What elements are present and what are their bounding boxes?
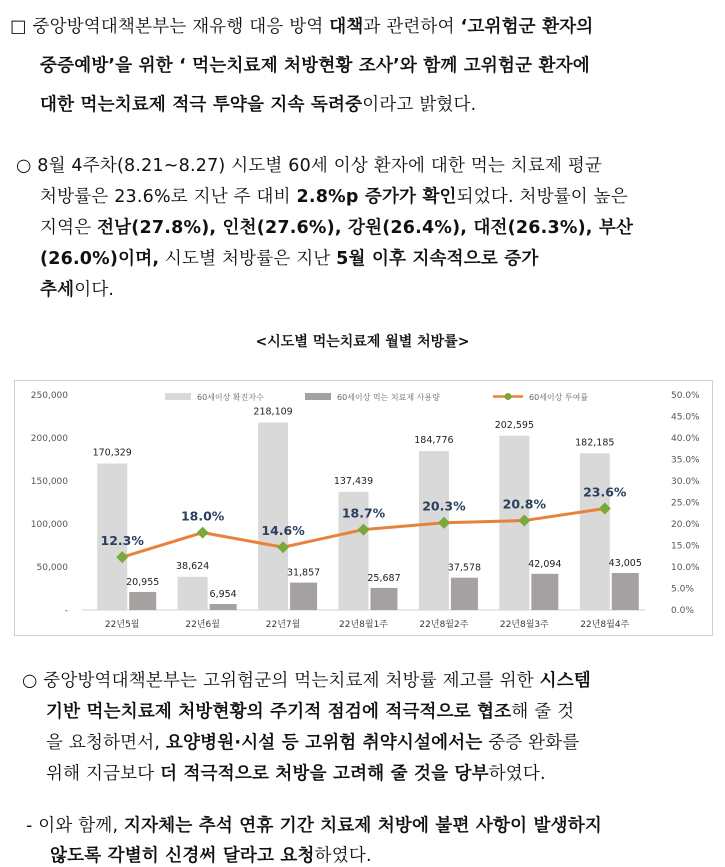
bar-usage-value-label: 6,954 [209,589,237,601]
x-tick-label: 22년6월 [185,620,220,630]
text-run: 더 적극적으로 처방을 고려해 줄 것을 당부 [160,764,489,784]
bar-usage-value-label: 25,687 [367,572,401,584]
y-right-tick-label: 40.0% [671,434,700,444]
rate-value-label: 23.6% [583,484,627,500]
point1-line-1 [16,152,713,177]
text-run: 하였다. [488,764,546,784]
legend-swatch-usage [305,393,331,400]
bar-treatment-usage [531,574,558,610]
text-run: 은 [91,187,115,207]
text-run: ‘고위험군 환자의 [460,17,594,37]
rate-value-label: 14.6% [261,523,305,539]
bar-usage-value-label: 42,094 [528,558,562,570]
text-run: 을 요청하면서, [46,733,166,753]
chart-caption: <시도별 먹는치료제 월별 처방률> [255,334,470,350]
point3-line-1 [26,812,713,837]
point2-line-2 [46,698,713,723]
text-run: 중증 완화를 [482,733,580,753]
bar-treatment-usage [371,588,398,610]
bar-confirmed-value-label: 202,595 [494,419,535,431]
point1-line-4 [40,245,713,270]
text-run: 로 지난 주 대비 [170,187,297,207]
x-tick-label: 22년8월3주 [499,620,549,630]
text-run: 과 관련하여 [363,17,461,37]
legend-label-rate: 60세이상 투여률 [529,393,589,402]
y-left-tick-label: 50,000 [36,563,68,573]
bar-confirmed-cases [419,451,449,610]
text-run: 지자체는 추석 연휴 기간 치료제 처방에 불편 사항이 발생하지 [124,816,602,836]
bar-usage-value-label: 31,857 [286,567,321,579]
point1-line-2 [40,183,713,208]
text-run: 5월 이후 지속적으로 증가 [336,249,539,269]
chart-svg [15,381,712,635]
prescription-rate-chart [14,380,713,636]
x-tick-label: 22년8월4주 [580,620,630,630]
y-right-tick-label: 45.0% [671,412,700,423]
point2-line-3 [46,729,713,754]
text-run: 되었다. 처방률이 높은 [456,187,628,207]
text-run: 요양병원·시설 등 고위험 취약시설에서는 [165,733,483,753]
y-right-tick-label: 5.0% [671,584,694,595]
point1-line-5 [40,276,713,301]
bar-usage-value-label: 37,578 [447,562,482,574]
text-run: 않도록 각별히 신경써 달라고 요청 [50,846,315,866]
text-run: 대한 먹는치료제 적극 투약을 지속 독려중 [40,95,363,115]
bar-confirmed-value-label: 137,439 [333,475,374,487]
text-run: 위해 지금보다 [46,764,161,784]
y-left-tick-label: 100,000 [30,520,68,530]
bar-confirmed-value-label: 170,329 [92,447,132,459]
bar-confirmed-cases [258,422,288,610]
text-run: - 이와 함께, [26,816,124,836]
point2-line-1 [22,667,713,692]
text-run: 대책 [329,17,364,37]
intro-line-1 [10,13,712,38]
legend-swatch-rate-marker [505,393,512,400]
text-run: 이다. [74,280,115,300]
y-right-tick-label: 15.0% [671,541,700,552]
x-tick-label: 22년8월2주 [419,620,469,630]
y-right-tick-label: 0.0% [671,606,694,616]
rate-value-label: 18.0% [180,508,225,524]
legend-label-usage: 60세이상 먹는 치료제 사용량 [337,393,440,402]
rate-value-label: 18.7% [341,505,386,521]
text-run: 하였다. [314,846,372,866]
text-run: (26.0%)이며, [40,249,160,269]
intro-line-3 [40,91,712,116]
y-right-tick-label: 35.0% [671,455,700,466]
intro-line-2 [40,52,712,77]
text-run: 시도별 처방률은 지난 [159,249,337,269]
bar-confirmed-value-label: 184,776 [414,435,454,447]
text-run: ○ 중앙방역대책본부는 고위험군의 먹는치료제 처방률 제고를 위한 [22,671,540,691]
text-run: 중증예방’을 위한 ‘ 먹는치료제 처방현황 조사’와 함께 고위험군 환자에 [40,56,590,76]
x-tick-label: 22년7월 [265,620,301,630]
x-tick-label: 22년5월 [104,620,140,630]
y-left-tick-label: 200,000 [30,434,68,444]
x-tick-label: 22년8월1주 [339,620,388,630]
legend-swatch-confirmed [165,393,191,400]
bar-treatment-usage [210,604,237,610]
y-left-tick-label: - [64,606,68,616]
bar-confirmed-value-label: 38,624 [176,560,210,572]
bar-confirmed-value-label: 182,185 [575,437,615,449]
y-right-tick-label: 10.0% [671,563,700,573]
bar-usage-value-label: 43,005 [608,558,642,570]
rate-point-marker [197,527,209,539]
rate-value-label: 20.3% [422,498,466,514]
text-run: □ 중앙방역대책본부는 재유행 대응 방역 [10,17,330,37]
y-right-tick-label: 25.0% [671,498,700,509]
bar-treatment-usage [290,583,317,610]
text-run: 지역은 [40,218,98,238]
bar-treatment-usage [612,573,639,610]
y-right-tick-label: 30.0% [671,477,700,487]
y-left-tick-label: 250,000 [30,391,68,401]
bar-confirmed-cases [580,453,610,610]
point1-line-3 [40,214,713,239]
rate-value-label: 20.8% [502,496,547,512]
text-run: 처방률 [40,187,92,207]
point2-line-4 [46,760,713,785]
bar-treatment-usage [129,592,156,610]
bar-usage-value-label: 20,955 [126,576,160,588]
text-run: 해 줄 것 [511,702,575,722]
text-run: 시스템 [539,671,591,691]
y-right-tick-label: 20.0% [671,520,700,530]
bar-confirmed-value-label: 218,109 [253,406,293,418]
bar-confirmed-cases [178,577,208,610]
text-run: 23.6% [114,187,171,207]
y-left-tick-label: 150,000 [30,477,68,487]
legend-label-confirmed: 60세이상 확진자수 [197,393,264,402]
bar-treatment-usage [451,578,478,610]
text-run: 추세 [40,280,75,300]
text-run: 이라고 밝혔다. [362,95,477,115]
text-run: 전남(27.8%), 인천(27.6%), 강원(26.4%), 대전(26.3%), 부산 [97,218,634,238]
text-run: ○ 8월 4주차(8.21~8.27) 시도별 60세 이상 환자에 대한 먹는 치료제 평균 [16,156,603,176]
text-run: 2.8%p 증가가 확인 [296,187,457,207]
text-run: 기반 먹는치료제 처방현황의 주기적 점검에 적극적으로 협조 [46,702,512,722]
rate-value-label: 12.3% [100,533,144,549]
y-right-tick-label: 50.0% [671,391,700,401]
point3-line-2 [50,842,713,867]
